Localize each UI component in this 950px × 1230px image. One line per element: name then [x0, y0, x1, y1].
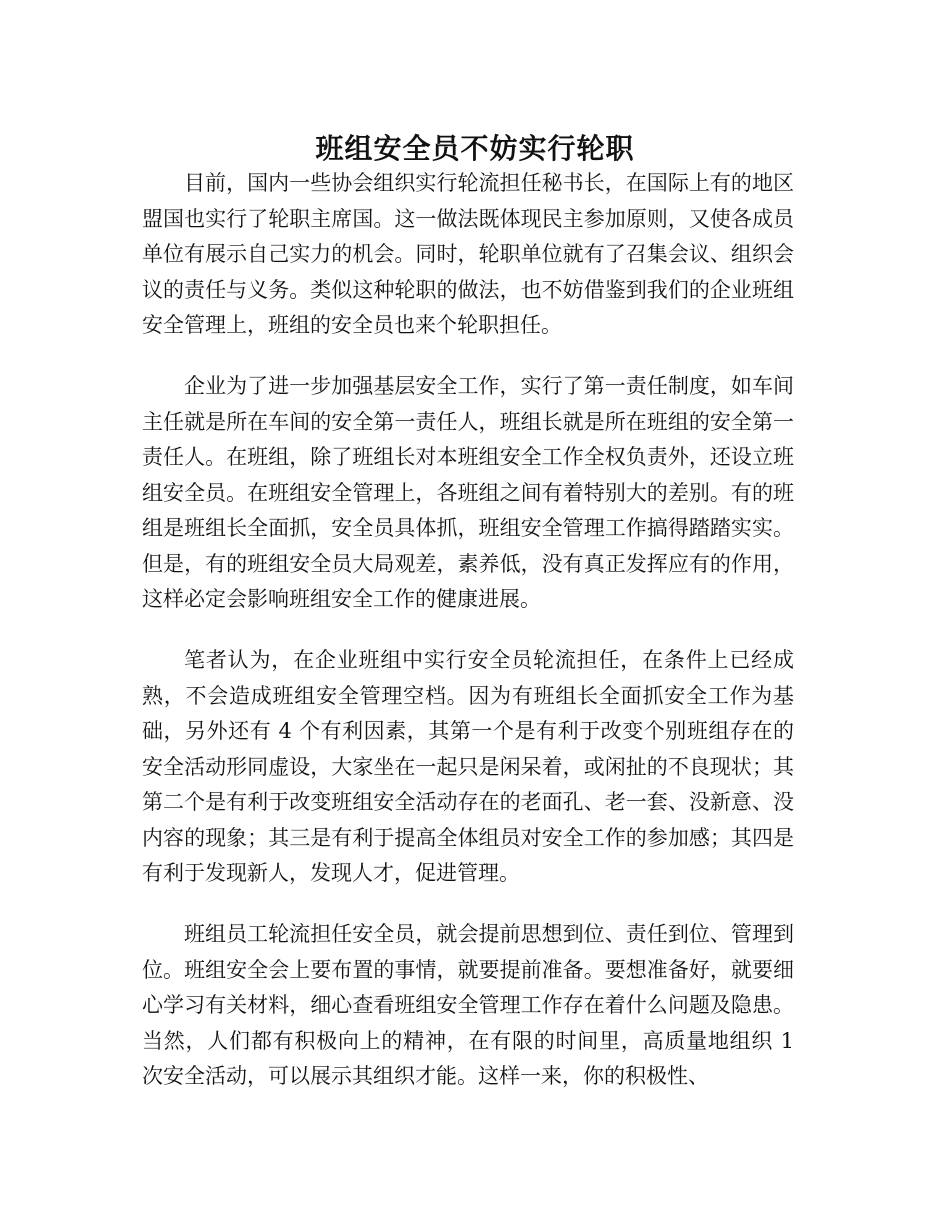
- paragraph-2: 企业为了进一步加强基层安全工作，实行了第一责任制度，如车间主任就是所在车间的安全第一责任人，班组长就是所在班组的安全第一责任人。在班组，除了班组长对本班组安全工作全权负责外，还设立班组安全员。在班组安全管理上，各班组之间有着特别大的差别。有的班组是班组长全面抓，安全员具体抓，班组安全管理工作搞得踏踏实实。但是，有的班组安全员大局观差，素养低，没有真正发挥应有的作用，这样必定会影响班组安全工作的健康进展。: [142, 374, 794, 611]
- paragraph-3: 笔者认为，在企业班组中实行安全员轮流担任，在条件上已经成熟，不会造成班组安全管理空档。因为有班组长全面抓安全工作为基础，另外还有 4 个有利因素，其第一个是有利于改变个别班组存在的安全活动形同虚设，大家坐在一起只是闲呆着，或闲扯的不良现状；其第二个是有利于改变班组安全活动存在的老面孔、老一套、没新意、没内容的现象；其三是有利于提高全体组员对安全工作的参加感；其四是有利于发现新人，发现人才，促进管理。: [142, 648, 794, 885]
- paragraph-1: 目前，国内一些协会组织实行轮流担任秘书长，在国际上有的地区盟国也实行了轮职主席国。这一做法既体现民主参加原则，又使各成员单位有展示自己实力的机会。同时，轮职单位就有了召集会议、组织会议的责任与义务。类似这种轮职的做法，也不妨借鉴到我们的企业班组安全管理上，班组的安全员也来个轮职担任。: [142, 171, 794, 337]
- document-title: 班组安全员不妨实行轮职: [315, 131, 635, 165]
- paragraph-4: 班组员工轮流担任安全员，就会提前思想到位、责任到位、管理到位。班组安全会上要布置的事情，就要提前准备。要想准备好，就要细心学习有关材料，细心查看班组安全管理工作存在着什么问题及隐患。当然，人们都有积极向上的精神，在有限的时间里，高质量地组织 1 次安全活动，可以展示其组织才能。这样一来，你的积极性、: [142, 922, 794, 1088]
